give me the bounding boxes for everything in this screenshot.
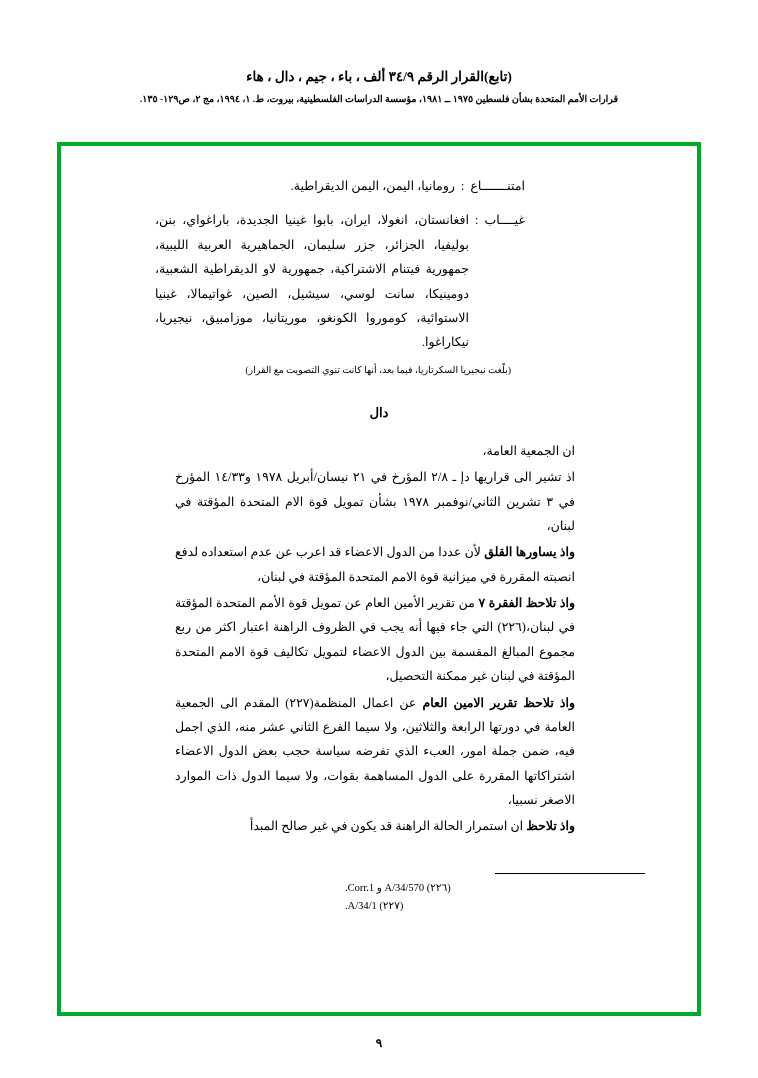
- vote-abstain-colon: :: [460, 179, 465, 193]
- document-content: [61, 174, 697, 841]
- preamble-paragraph-2: واذ يساورها القلق لأن عددا من الدول الاعضاء قد اعرب عن عدم استعداده لدفع انصبته المقررة في ميزانية قوة الامم المتحدة المؤقتة في لبنان،: [175, 545, 575, 584]
- vote-absent-colon: :: [474, 213, 479, 228]
- vote-abstain-countries: رومانيا، اليمن، اليمن الديقراطية.: [290, 179, 455, 193]
- vote-abstain-label: امتنـــــــاع: [470, 179, 525, 193]
- document-header: [0, 68, 758, 107]
- page-number: ٩: [375, 1036, 383, 1050]
- resolution-body: [175, 439, 575, 839]
- preamble-lead: ان الجمعية العامة،: [482, 443, 575, 458]
- vote-row-absent: [155, 208, 525, 354]
- footnote-rule: [495, 873, 645, 874]
- vote-absent-label: غيــــاب: [484, 213, 525, 228]
- footnotes: [345, 873, 645, 916]
- vote-absent-countries: افغانستان، انغولا، ايران، بابوا غينيا الجديدة، باراغواي، بنن، بوليفيا، الجزائر، جزر سليمان، الجماهيرية العربية الليبية، جمهورية فيتنام الاشتراكية، جمهورية لاو الديقراطية الشعبية، دومينيكا، سانت لوسي، سيشيل، الصين، غواتيمالا، غينيا الاستوائية، كوموروا الكونغو، موريتانيا، موزامبيق، نيجيريا، نيكاراغوا.: [155, 213, 469, 350]
- preamble-paragraph-4: واذ تلاحظ تقرير الامين العام عن اعمال المنظمة(٢٢٧) المقدم الى الجمعية العامة في دورتها الرابعة والثلاثين، ولا سيما الفرع الثاني عشر منه، الذي اجمل فيه، ضمن جملة امور، العبء الذي تفرضه سياسة حجب بعض الدول الاعضاء اشتراكاتها المقررة على الدول المساهمة بقوات، ولا سيما الدول ذات الموارد الاصغر نسبيا،: [175, 695, 576, 808]
- preamble-paragraph-1: اذ تشير الى قراريها دإ ـ ٢/٨ المؤرخ في ٢١ نيسان/أبريل ١٩٧٨ و١٤/٣٣ المؤرخ في ٣ تشرين الثاني/نوفمبر ١٩٧٨ بشأن تمويل قوة الام المتحدة المؤقتة في لبنان،: [175, 470, 575, 533]
- footnote-226: (٢٢٦) A/34/570 و Corr.1.: [345, 883, 451, 895]
- footnote-227: (٢٢٧) A/34/1.: [345, 901, 404, 913]
- green-border-frame: [57, 142, 701, 1016]
- document-source-line: قرارات الأمم المتحدة بشأن فلسطين ١٩٧٥ ــ ١٩٨١، مؤسسة الدراسات الفلسطينية، بيروت، ط. ١، ١٩٩٤، مج ٢، ص١٢٩- ١٣٥.: [139, 94, 619, 105]
- preamble-paragraph-3: واذ تلاحظ الفقرة ٧ من تقرير الأمين العام عن تمويل قوة الأمم المتحدة المؤقتة في لبنان،(٢٢٦) التي جاء فيها أنه يجب في الظروف الراهنة اعتبار اكثر من ربع مجموع المبالغ المقسمة بين الدول الاعضاء لتمويل تكاليف قوة الامم المتحدة المؤقتة في لبنان غير ممكنة التحصيل،: [175, 596, 576, 684]
- vote-note: (بلّغت نيجيريا السكرتاريا، فيما بعد، أنها كانت تنوي التصويت مع القرار): [245, 365, 511, 376]
- section-letter: دال: [369, 404, 389, 420]
- document-title: (تابع)القرار الرقم ٣٤/٩ ألف ، باء ، جيم ، دال ، هاء: [246, 69, 512, 84]
- vote-row-abstain: [155, 174, 525, 198]
- vote-record: [155, 174, 525, 379]
- preamble-paragraph-5: واذ تلاحظ ان استمرار الحالة الراهنة قد يكون في غير صالح المبدأ: [249, 819, 575, 834]
